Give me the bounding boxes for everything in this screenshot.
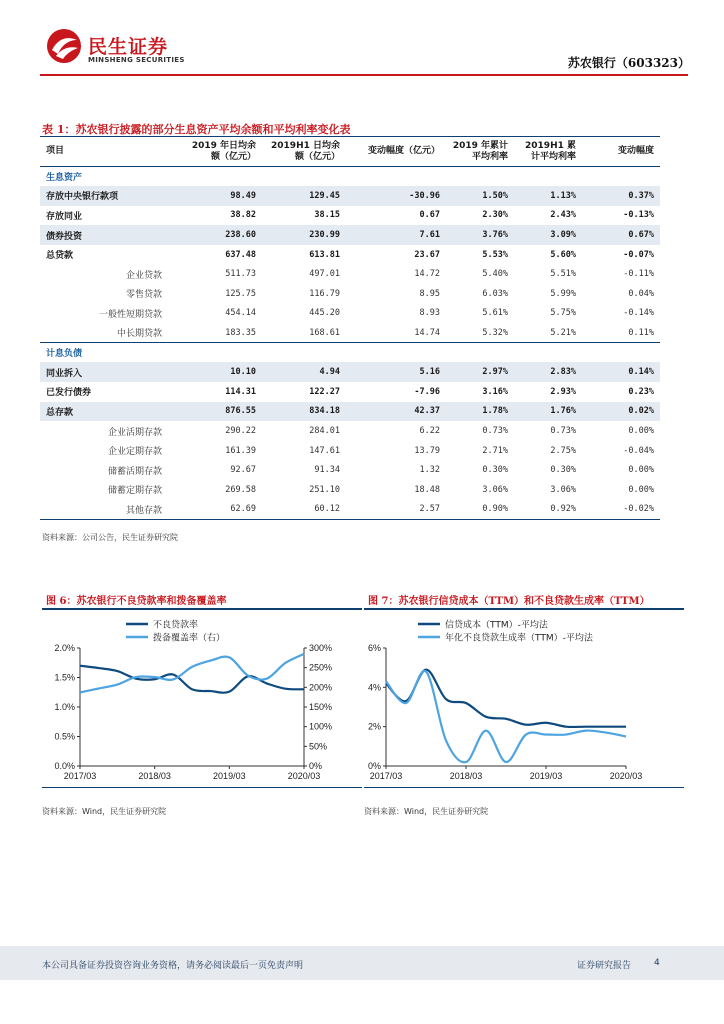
y-tick-label: 0.0% bbox=[54, 761, 75, 771]
figure-6 bbox=[42, 592, 362, 788]
cell: 14.74 bbox=[414, 327, 440, 338]
y-tick-label: 0.5% bbox=[54, 731, 75, 742]
table-header-row bbox=[40, 137, 660, 167]
table-row bbox=[40, 245, 660, 265]
legend-label: 年化不良贷款生成率（TTM）-平均法 bbox=[445, 633, 593, 644]
cell: 62.69 bbox=[178, 500, 262, 520]
cell: -0.07% bbox=[623, 249, 654, 260]
cell: 0.00% bbox=[628, 426, 654, 437]
row-label: 总存款 bbox=[40, 402, 178, 422]
section-label: 生息资产 bbox=[40, 167, 660, 187]
table-row bbox=[40, 323, 660, 343]
y-right-tick-label: 200% bbox=[309, 682, 333, 693]
cell: 2.83% bbox=[514, 362, 582, 382]
cell: 1.76% bbox=[514, 402, 582, 422]
cell: -0.13% bbox=[623, 210, 654, 221]
cell: 5.21% bbox=[550, 327, 576, 338]
cell: 0.73% bbox=[550, 426, 576, 437]
report-type: 证券研究报告 bbox=[577, 961, 632, 971]
cell: 8.93 bbox=[419, 308, 440, 319]
cell: 0.04% bbox=[628, 288, 654, 299]
cell: 6.03% bbox=[482, 288, 508, 299]
table-row bbox=[40, 500, 660, 520]
cell: 92.67 bbox=[230, 465, 256, 476]
y-right-tick-label: 150% bbox=[309, 702, 333, 712]
cell: 7.61 bbox=[346, 225, 446, 245]
cell: 1.50% bbox=[446, 186, 514, 206]
y-right-tick-label: 250% bbox=[309, 662, 333, 673]
cell: 98.49 bbox=[178, 186, 262, 206]
x-tick-label: 2019/03 bbox=[529, 771, 563, 781]
cell: 116.79 bbox=[309, 288, 340, 299]
cell: -7.96 bbox=[414, 386, 440, 397]
logo-emblem-icon bbox=[46, 28, 82, 64]
series-line-1 bbox=[80, 666, 304, 693]
table-row bbox=[40, 480, 660, 500]
figure-7 bbox=[364, 592, 684, 788]
cell: 5.60% bbox=[550, 249, 576, 260]
cell: 445.20 bbox=[309, 308, 340, 319]
header-divider bbox=[40, 74, 688, 76]
cell: 38.82 bbox=[230, 210, 256, 221]
cell: 0.00% bbox=[628, 484, 654, 495]
x-tick-label: 2018/03 bbox=[449, 771, 483, 781]
table-source: 资料来源：公司公告，民生证券研究院 bbox=[42, 533, 178, 542]
cell: 13.79 bbox=[414, 445, 440, 456]
row-label: 企业贷款 bbox=[125, 270, 162, 281]
cell: 290.22 bbox=[225, 426, 256, 437]
col-header: 2019 年日均余额（亿元） bbox=[191, 140, 256, 162]
cell: 14.72 bbox=[414, 269, 440, 280]
cell: 91.34 bbox=[314, 465, 340, 476]
cell: 3.09% bbox=[514, 225, 582, 245]
cell: 0.00% bbox=[628, 465, 654, 476]
cell: 238.60 bbox=[178, 225, 262, 245]
row-label: 储蓄定期存款 bbox=[107, 486, 162, 497]
cell: 183.35 bbox=[225, 327, 256, 338]
legend-label: 不良贷款率 bbox=[153, 620, 199, 631]
cell: 2.71% bbox=[482, 445, 508, 456]
cell: 3.06% bbox=[550, 484, 576, 495]
y-right-tick-label: 50% bbox=[309, 741, 328, 752]
col-header: 2019 年累计平均利率 bbox=[452, 140, 508, 162]
cell: 0.30% bbox=[550, 465, 576, 476]
cell: 8.95 bbox=[419, 288, 440, 299]
col-header: 变动幅度（亿元） bbox=[367, 146, 440, 156]
figure-7-bottom-rule bbox=[364, 787, 684, 789]
cell: 3.16% bbox=[482, 386, 508, 397]
cell: 1.13% bbox=[514, 186, 582, 206]
credit-cost-chart bbox=[364, 610, 684, 786]
x-tick-label: 2017/03 bbox=[63, 771, 97, 781]
y-tick-label: 0% bbox=[367, 761, 381, 771]
row-label: 同业拆入 bbox=[40, 362, 178, 382]
cell: 1.32 bbox=[419, 465, 440, 476]
cell: 2.43% bbox=[550, 210, 576, 221]
cell: 2.97% bbox=[446, 362, 514, 382]
row-label: 其他存款 bbox=[40, 500, 178, 520]
x-tick-label: 2018/03 bbox=[138, 771, 171, 781]
row-label: 储蓄活期存款 bbox=[107, 466, 162, 477]
cell: 2.93% bbox=[550, 386, 576, 397]
cell: 0.14% bbox=[582, 362, 660, 382]
footer-disclaimer: 本公司具备证券投资咨询业务资格，请务必阅读最后一页免责声明 bbox=[42, 961, 304, 971]
table-row bbox=[40, 402, 660, 422]
row-label: 零售贷款 bbox=[125, 290, 162, 301]
cell: 3.06% bbox=[482, 484, 508, 495]
col-header: 2019H1 累计平均利率 bbox=[525, 140, 576, 162]
cell: 5.40% bbox=[482, 269, 508, 280]
cell: 23.67 bbox=[414, 249, 440, 260]
legend-label: 拨备覆盖率（右） bbox=[153, 633, 226, 644]
x-tick-label: 2017/03 bbox=[369, 771, 403, 781]
cell: 834.18 bbox=[262, 402, 346, 422]
npl-coverage-chart bbox=[42, 610, 362, 786]
figure-7-title: 图 7：苏农银行信贷成本（TTM）和不良贷款生成率（TTM） bbox=[368, 596, 650, 607]
table-row bbox=[40, 441, 660, 461]
page-number: 4 bbox=[654, 958, 660, 968]
cell: 18.48 bbox=[414, 484, 440, 495]
page-header bbox=[0, 0, 724, 80]
col-header: 项目 bbox=[46, 146, 65, 156]
cell: -0.02% bbox=[582, 500, 660, 520]
y-right-tick-label: 100% bbox=[309, 721, 333, 732]
y-tick-label: 4% bbox=[367, 682, 381, 693]
figure-6-bottom-rule bbox=[42, 787, 362, 789]
cell: 0.73% bbox=[482, 426, 508, 437]
cell: 5.75% bbox=[550, 308, 576, 319]
y-tick-label: 2.0% bbox=[54, 643, 75, 653]
row-label: 已发行债券 bbox=[46, 388, 92, 399]
cell: 114.31 bbox=[225, 386, 256, 397]
cell: -0.14% bbox=[623, 308, 654, 319]
cell: 0.37% bbox=[582, 186, 660, 206]
x-tick-label: 2020/03 bbox=[609, 771, 643, 781]
table-row bbox=[40, 362, 660, 382]
cell: 454.14 bbox=[225, 308, 256, 319]
cell: 284.01 bbox=[309, 426, 340, 437]
company-logo bbox=[46, 28, 196, 72]
cell: 5.16 bbox=[346, 362, 446, 382]
section-row-assets bbox=[40, 167, 660, 187]
y-tick-label: 1.0% bbox=[54, 702, 75, 712]
cell: 251.10 bbox=[309, 484, 340, 495]
y-right-tick-label: 300% bbox=[309, 643, 333, 653]
cell: 122.27 bbox=[309, 386, 340, 397]
cell: 0.02% bbox=[582, 402, 660, 422]
cell: 0.92% bbox=[514, 500, 582, 520]
row-label: 存放同业 bbox=[46, 211, 83, 222]
figure-7-source: 资料来源：Wind，民生证券研究院 bbox=[364, 807, 489, 816]
x-tick-label: 2020/03 bbox=[287, 771, 321, 781]
x-tick-label: 2019/03 bbox=[213, 771, 246, 781]
cell: 0.30% bbox=[482, 465, 508, 476]
cell: 5.53% bbox=[482, 249, 508, 260]
col-header: 2019H1 日均余额（亿元） bbox=[271, 140, 340, 162]
y-tick-label: 2% bbox=[367, 721, 381, 732]
table-row bbox=[40, 225, 660, 245]
row-label: 企业定期存款 bbox=[107, 447, 162, 458]
series-line-2 bbox=[80, 654, 304, 693]
cell: 5.61% bbox=[482, 308, 508, 319]
row-label: 中长期贷款 bbox=[116, 329, 162, 340]
cell: 497.01 bbox=[309, 269, 340, 280]
section-label: 计息负债 bbox=[40, 343, 660, 363]
cell: 6.22 bbox=[419, 426, 440, 437]
legend-label: 信贷成本（TTM）-平均法 bbox=[445, 620, 548, 631]
cell: 0.23% bbox=[628, 386, 654, 397]
row-label: 企业活期存款 bbox=[107, 427, 162, 438]
cell: 637.48 bbox=[225, 249, 256, 260]
row-label: 债券投资 bbox=[40, 225, 178, 245]
cell: 0.90% bbox=[446, 500, 514, 520]
series-line-1 bbox=[386, 670, 626, 727]
cell: 876.55 bbox=[178, 402, 262, 422]
cell: 2.57 bbox=[346, 500, 446, 520]
cell: -0.04% bbox=[623, 445, 654, 456]
interest-table bbox=[40, 136, 660, 520]
cell: 511.73 bbox=[225, 269, 256, 280]
cell: 42.37 bbox=[346, 402, 446, 422]
cell: 38.15 bbox=[314, 210, 340, 221]
table-title: 表 1：苏农银行披露的部分生息资产平均余额和平均利率变化表 bbox=[42, 123, 351, 136]
cell: -0.11% bbox=[623, 269, 654, 280]
cell: 230.99 bbox=[262, 225, 346, 245]
cell: 2.75% bbox=[550, 445, 576, 456]
row-label: 存放中央银行款项 bbox=[40, 186, 178, 206]
cell: 5.51% bbox=[550, 269, 576, 280]
table-row bbox=[40, 284, 660, 304]
cell: 3.76% bbox=[446, 225, 514, 245]
y-tick-label: 6% bbox=[367, 643, 381, 653]
row-label: 一般性短期贷款 bbox=[98, 309, 162, 320]
cell: 147.61 bbox=[309, 445, 340, 456]
stock-ticker: 苏农银行（603323） bbox=[567, 56, 690, 70]
cell: 5.99% bbox=[550, 288, 576, 299]
brand-name-cn: 民生证券 bbox=[88, 36, 169, 58]
cell: 60.12 bbox=[262, 500, 346, 520]
section-row-liabilities bbox=[40, 343, 660, 363]
figure-6-source: 资料来源：Wind，民生证券研究院 bbox=[42, 807, 167, 816]
cell: 1.78% bbox=[446, 402, 514, 422]
row-label: 总贷款 bbox=[46, 251, 74, 262]
table-row bbox=[40, 421, 660, 441]
table-row bbox=[40, 186, 660, 206]
cell: 10.10 bbox=[178, 362, 262, 382]
y-right-tick-label: 0% bbox=[309, 761, 323, 771]
cell: 0.67% bbox=[582, 225, 660, 245]
table-row bbox=[40, 304, 660, 324]
cell: 0.67 bbox=[419, 210, 440, 221]
cell: 129.45 bbox=[262, 186, 346, 206]
table-row bbox=[40, 382, 660, 402]
table-row bbox=[40, 460, 660, 480]
series-line-2 bbox=[386, 671, 626, 762]
cell: -30.96 bbox=[346, 186, 446, 206]
table-row bbox=[40, 206, 660, 226]
page-footer bbox=[0, 946, 724, 980]
cell: 269.58 bbox=[225, 484, 256, 495]
cell: 125.75 bbox=[225, 288, 256, 299]
table-row bbox=[40, 264, 660, 284]
brand-name-en: MINSHENG SECURITIES bbox=[88, 56, 185, 64]
cell: 613.81 bbox=[309, 249, 340, 260]
cell: 2.30% bbox=[482, 210, 508, 221]
col-header: 变动幅度 bbox=[617, 146, 654, 156]
cell: 0.11% bbox=[628, 327, 654, 338]
cell: 168.61 bbox=[309, 327, 340, 338]
cell: 5.32% bbox=[482, 327, 508, 338]
cell: 4.94 bbox=[262, 362, 346, 382]
y-tick-label: 1.5% bbox=[54, 672, 75, 683]
cell: 161.39 bbox=[225, 445, 256, 456]
figure-6-title: 图 6：苏农银行不良贷款率和拨备覆盖率 bbox=[46, 596, 227, 607]
